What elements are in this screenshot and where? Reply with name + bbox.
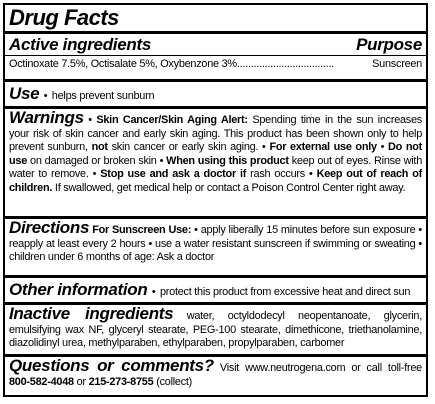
- questions-text: Visit www.neutrogena.com or call toll-free: [219, 362, 422, 374]
- other-section: Other information • protect this product from excessive heat and direct sun: [9, 280, 411, 299]
- title-divider: [5, 31, 426, 34]
- direction-item: children under 6 months of age: Ask a doctor: [9, 251, 215, 264]
- external-use: For external use only: [269, 141, 377, 154]
- other-text: protect this product from excessive heat and direct sun: [159, 286, 411, 298]
- direction-item: apply liberally 15 minutes before sun exposure: [200, 224, 416, 236]
- dont-use-text: on damaged or broken skin: [30, 154, 157, 167]
- directions-lead: For Sunscreen Use:: [92, 224, 192, 236]
- direction-item: reapply at least every 2 hours: [9, 237, 146, 250]
- when-using-text: keep out of eyes. Rinse with water to remove.: [9, 154, 422, 181]
- directions-divider: [5, 275, 426, 278]
- purpose-heading: Purpose: [356, 35, 422, 54]
- warnings-body: Warnings • Skin Cancer/Skin Aging Alert: Spending time in the sun increases your risk of skin cancer and early skin aging. This product has been shown only to help prevent sunburn, not skin cancer or early skin aging. • For external use only • Do not use on damaged or broken skin • When using this product keep out of eyes. Rinse with water to remove. • Stop use and ask a doctor if rash occurs • Keep out of reach of children. If swallowed, get medical help or contact a Poison Control Center right away.: [9, 108, 423, 194]
- inactive-text: water, octyldodecyl neopentanoate, glycerin, emulsifying wax NF, glyceryl stearate, PEG-100 stearate, dimethicone, triethanolamine, diazolidinyl urea, methylparaben, ethylparaben, propylparaben, carbomer: [9, 310, 422, 350]
- questions-section: [5, 358, 426, 396]
- phone-1: 800-582-4048: [9, 375, 74, 388]
- other-heading: Other information: [9, 280, 148, 299]
- inactive-section: [5, 306, 426, 352]
- use-section: [5, 83, 426, 105]
- not-word: not: [91, 141, 108, 154]
- when-using-label: When using this product: [166, 154, 289, 167]
- inactive-body: [9, 306, 422, 351]
- directions-body: Directions For Sunscreen Use: • apply liberally 15 minutes before sun exposure • reapply at least every 2 hours • use a water resistant sunscreen if swimming or sweating • children under 6 months of age: Ask a doctor: [9, 218, 422, 264]
- active-subdivider: [5, 55, 426, 56]
- warnings-heading: Warnings: [9, 108, 84, 127]
- or-text: or: [76, 375, 86, 388]
- active-section: [5, 35, 426, 77]
- keep-out-label: Keep out of reach of children.: [9, 168, 422, 194]
- page-title: Drug Facts: [9, 5, 119, 30]
- stop-use-label: Stop use and ask a doctor if: [100, 168, 247, 181]
- alert-label: Skin Cancer/Skin Aging Alert:: [96, 114, 248, 126]
- phone-2: 215-273-8755: [88, 375, 154, 388]
- stop-use-text: rash occurs: [250, 168, 305, 181]
- active-divider: [5, 79, 426, 82]
- warnings-section: [5, 110, 426, 210]
- drug-facts-panel: [3, 3, 428, 397]
- use-bullet: •: [43, 90, 48, 102]
- alert-text-2: skin cancer or early skin aging.: [111, 141, 259, 154]
- active-ingredients-text: Octinoxate 7.5%, Octisalate 5%, Oxybenzone 3%: [9, 58, 237, 70]
- questions-body: [9, 358, 422, 389]
- active-heading: Active ingredients: [9, 35, 151, 54]
- dont-use-label: Do not use: [9, 141, 423, 167]
- directions-section: [5, 220, 426, 276]
- questions-heading: Questions or comments?: [9, 356, 214, 375]
- purpose-text: Sunscreen: [372, 58, 422, 70]
- title-section: [5, 5, 426, 31]
- alert-text: Spending time in the sun increases your risk of skin cancer and early skin aging. This product has been shown only to help prevent sunburn,: [9, 114, 423, 154]
- inactive-heading: Inactive ingredients: [9, 304, 174, 323]
- active-row: [9, 58, 422, 72]
- collect-text: (collect): [156, 375, 193, 388]
- directions-heading: Directions: [9, 218, 90, 237]
- use-text: helps prevent sunburn: [51, 90, 155, 102]
- direction-item: use a water resistant sunscreen if swimming or sweating: [155, 237, 416, 250]
- active-header-row: [9, 35, 422, 55]
- keep-out-text: If swallowed, get medical help or contact a Poison Control Center right away.: [54, 181, 406, 194]
- use-heading: Use: [9, 84, 40, 103]
- dot-leader: ...................................: [236, 58, 335, 70]
